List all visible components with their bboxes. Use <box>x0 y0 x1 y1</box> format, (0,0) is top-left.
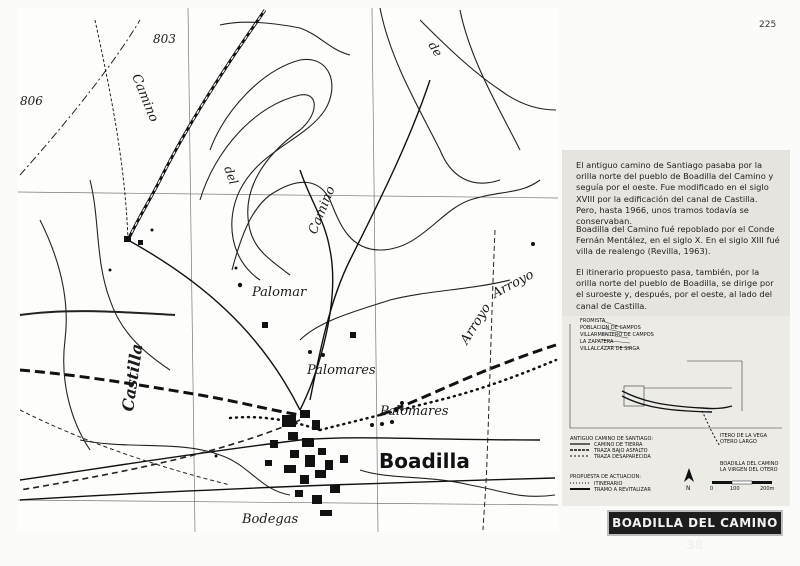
legend-itinerario: ITINERARIO <box>594 481 623 487</box>
label-del: del <box>221 164 241 187</box>
page-title: BOADILLA DEL CAMINO 38 <box>612 516 778 552</box>
label-de: de <box>425 39 446 60</box>
elevation-806: 806 <box>20 94 43 108</box>
legend-revitalizar: TRAMO A REVITALIZAR <box>594 487 651 493</box>
svg-text:200m: 200m <box>760 486 775 492</box>
caption-panel <box>562 150 790 316</box>
label-castilla: Castilla <box>118 342 147 413</box>
north-arrow-icon <box>684 468 694 492</box>
caption-paragraph-3: El itinerario propuesto pasa, también, por la orilla norte del pueblo de Boadilla, se dirige por el suroeste y, después, por el oeste, al lado del canal de Castilla. <box>576 267 774 311</box>
label-arroyo-1: Arroyo <box>457 301 495 348</box>
inset-label-villarmentero: VILLARMENTERO DE CAMPOS <box>580 332 654 338</box>
inset-label-otero-largo: OTERO LARGO <box>720 439 757 445</box>
svg-text:N: N <box>686 485 691 492</box>
label-boadilla: Boadilla <box>379 449 470 473</box>
inset-right-labels <box>720 433 778 473</box>
label-camino: Camino <box>305 184 339 237</box>
inset-label-poblacion: POBLACION DE CAMPOS <box>580 325 641 331</box>
page-number: 225 <box>759 20 777 30</box>
legend-tierra: CAMINO DE TIERRA <box>594 442 643 448</box>
inset-label-itero: ITERO DE LA VEGA <box>720 433 768 439</box>
label-palomar: Palomar <box>252 285 307 300</box>
inset-label-villalcazar: VILLALCAZAR DE SIRGA <box>580 346 640 352</box>
elevation-803: 803 <box>153 32 176 46</box>
caption-paragraph-1: El antiguo camino de Santiago pasaba por la orilla norte del pueblo de Boadilla del Camino y seguía por el oeste. Fue modificado en el siglo XVIII por la edificación del canal de Castilla. Pero, hasta 1966, unos tramos todavía se conservaban. <box>576 160 774 227</box>
caption-paragraph-2: Boadilla del Camino fué repoblado por el Conde Fernán Mentález, en el siglo X. En el siglo XIII fué villa de realengo (Revilla, 1963). <box>576 224 780 257</box>
legend-antiguo: ANTIGUO CAMINO DE SANTIAGO: <box>570 436 654 442</box>
label-camino-north: Camino <box>128 71 162 125</box>
svg-text:0: 0 <box>710 486 714 492</box>
legend-desaparecida: TRAZA DESAPARECIDA <box>594 454 651 460</box>
inset-label-zapatera: LA ZAPATERA <box>580 339 614 345</box>
legend-propuesta: PROPUESTA DE ACTUACION: <box>570 474 641 480</box>
inset-map <box>562 316 790 506</box>
inset-label-virgen: LA VIRGEN DEL OTERO <box>720 467 778 473</box>
legend-asfalto: TRAZA BAJO ASFALTO <box>594 448 648 454</box>
inset-left-labels <box>580 318 654 352</box>
scale-bar <box>710 481 775 492</box>
label-palomares-2: Palomares <box>380 404 449 419</box>
inset-legend <box>570 436 653 493</box>
label-palomares-1: Palomares <box>307 363 376 378</box>
label-arroyo-2: Arroyo <box>489 267 537 302</box>
inset-label-fromista: FROMISTA <box>580 318 606 324</box>
svg-text:100: 100 <box>730 486 740 492</box>
inset-label-boadilla: BOADILLA DEL CAMINO <box>720 461 779 467</box>
page-title-box <box>607 510 783 552</box>
label-bodegas: Bodegas <box>242 512 299 527</box>
